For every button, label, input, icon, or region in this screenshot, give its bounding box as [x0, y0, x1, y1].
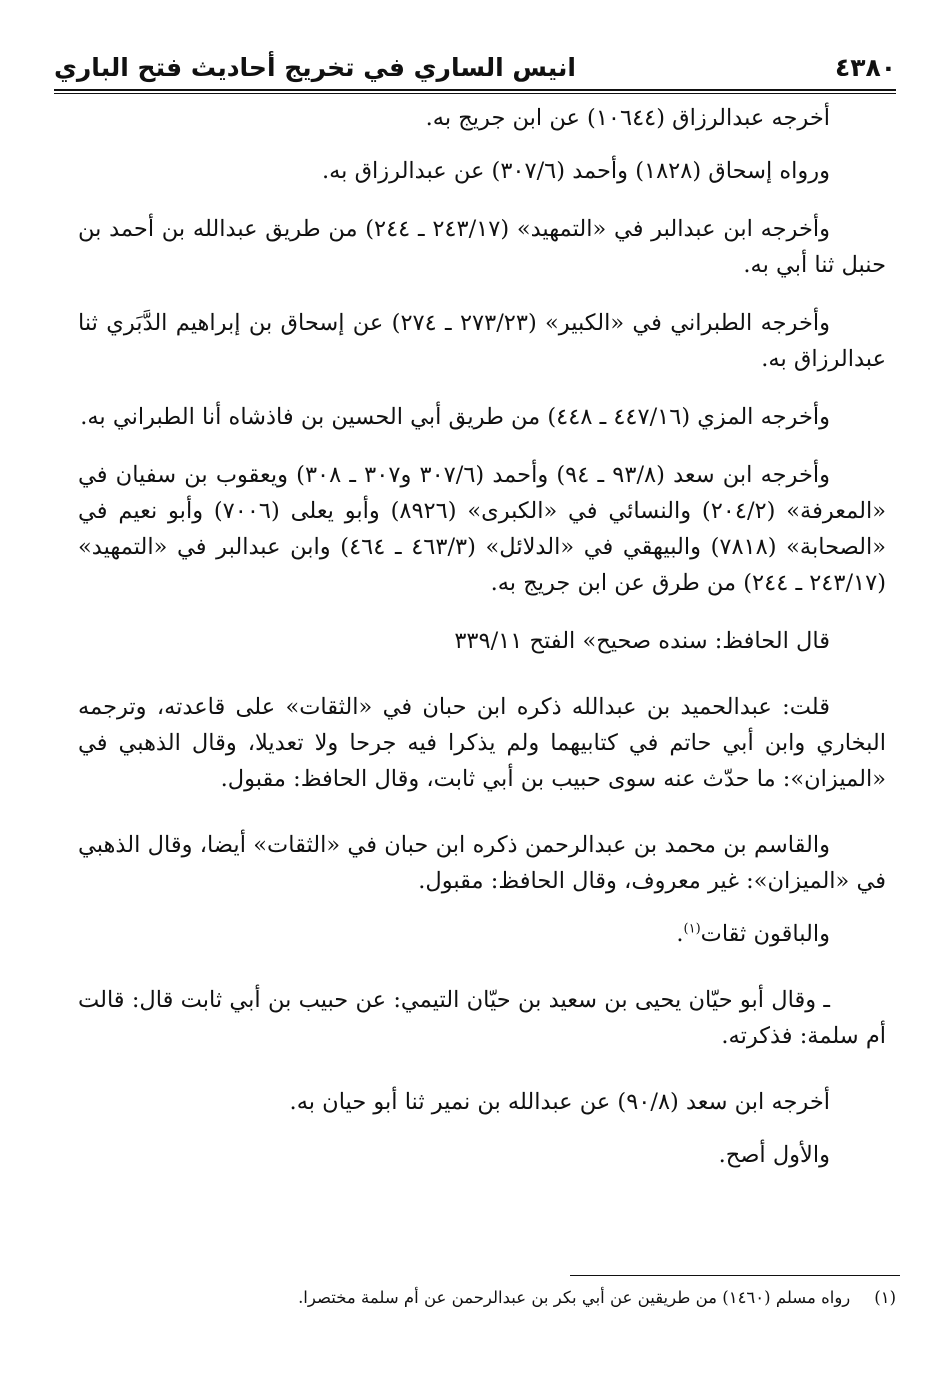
paragraph: قلت: عبدالحميد بن عبدالله ذكره ابن حبان في «الثقات» على قاعدته، وترجمه البخاري وابن أبي حاتم في كتابيهما ولم يذكرا فيه جرحا ولا تعديلا، وقال الذهبي في «الميزان»: ما حدّث عنه سوى حبيب بن أبي ثابت، وقال الحافظ: مقبول.	[78, 694, 886, 792]
footnote-marker[interactable]: (١)	[683, 921, 701, 937]
paragraph: وأخرجه الطبراني في «الكبير» (٢٧٣/٢٣ ـ ٢٧٤) عن إسحاق بن إبراهيم الدَّبَري ثنا عبدالرزاق به.	[78, 310, 886, 372]
paragraph: وأخرجه المزي (٤٤٧/١٦ ـ ٤٤٨) من طريق أبي الحسين بن فاذشاه أنا الطبراني به.	[80, 404, 830, 430]
page-number: ٤٣٨٠	[834, 52, 896, 82]
paragraph: ورواه إسحاق (١٨٢٨) وأحمد (٣٠٧/٦) عن عبدالرزاق به.	[321, 158, 830, 184]
paragraph: قال الحافظ: سنده صحيح» الفتح ٣٣٩/١١	[454, 628, 830, 654]
paragraph: أخرجه عبدالرزاق (١٠٦٤٤) عن ابن جريج به.	[425, 105, 830, 131]
footnote-rule	[570, 1275, 900, 1276]
running-header	[54, 46, 896, 88]
header-rule	[54, 89, 896, 94]
paragraph: والقاسم بن محمد بن عبدالرحمن ذكره ابن حبان في «الثقات» أيضا، وقال الذهبي في «الميزان»: غير معروف، وقال الحافظ: مقبول.	[78, 832, 886, 894]
paragraph: وأخرجه ابن عبدالبر في «التمهيد» (٢٤٣/١٧ ـ ٢٤٤) من طريق عبدالله بن أحمد بن حنبل ثنا أبي به.	[78, 216, 886, 278]
paragraph: والباقون ثقات$^{(١)}$.	[676, 921, 830, 947]
footnote	[60, 1285, 896, 1311]
paragraph: والأول أصح.	[718, 1142, 830, 1168]
paragraph: وأخرجه ابن سعد (٩٣/٨ ـ ٩٤) وأحمد (٣٠٧/٦ و٣٠٧ ـ ٣٠٨) ويعقوب بن سفيان في «المعرفة» (٢٠٤/٢) والنسائي في «الكبرى» (٨٩٢٦) وأبو يعلى (٧٠٠٦) وأبو نعيم في «الصحابة» (٧٨١٨) والبيهقي في «الدلائل» (٤٦٣/٣ ـ ٤٦٤) وابن عبدالبر في «التمهيد» (٢٤٣/١٧ ـ ٢٤٤) من طرق عن ابن جريج به.	[78, 462, 886, 596]
paragraph: ـ وقال أبو حيّان يحيى بن سعيد بن حيّان التيمي: عن حبيب بن أبي ثابت قال: قالت أم سلمة: فذكرته.	[78, 987, 886, 1049]
footnote-text: رواه مسلم (١٤٦٠) من طريقين عن أبي بكر بن عبدالرحمن عن أم سلمة مختصرا.	[298, 1288, 851, 1307]
paragraph-text: والباقون ثقات	[700, 921, 830, 947]
paragraph: أخرجه ابن سعد (٩٠/٨) عن عبدالله بن نمير ثنا أبو حيان به.	[289, 1089, 830, 1115]
book-title: انيس الساري في تخريج أحاديث فتح الباري	[54, 52, 576, 82]
main-text	[78, 100, 886, 1173]
footnote-number: (١)	[874, 1288, 896, 1307]
